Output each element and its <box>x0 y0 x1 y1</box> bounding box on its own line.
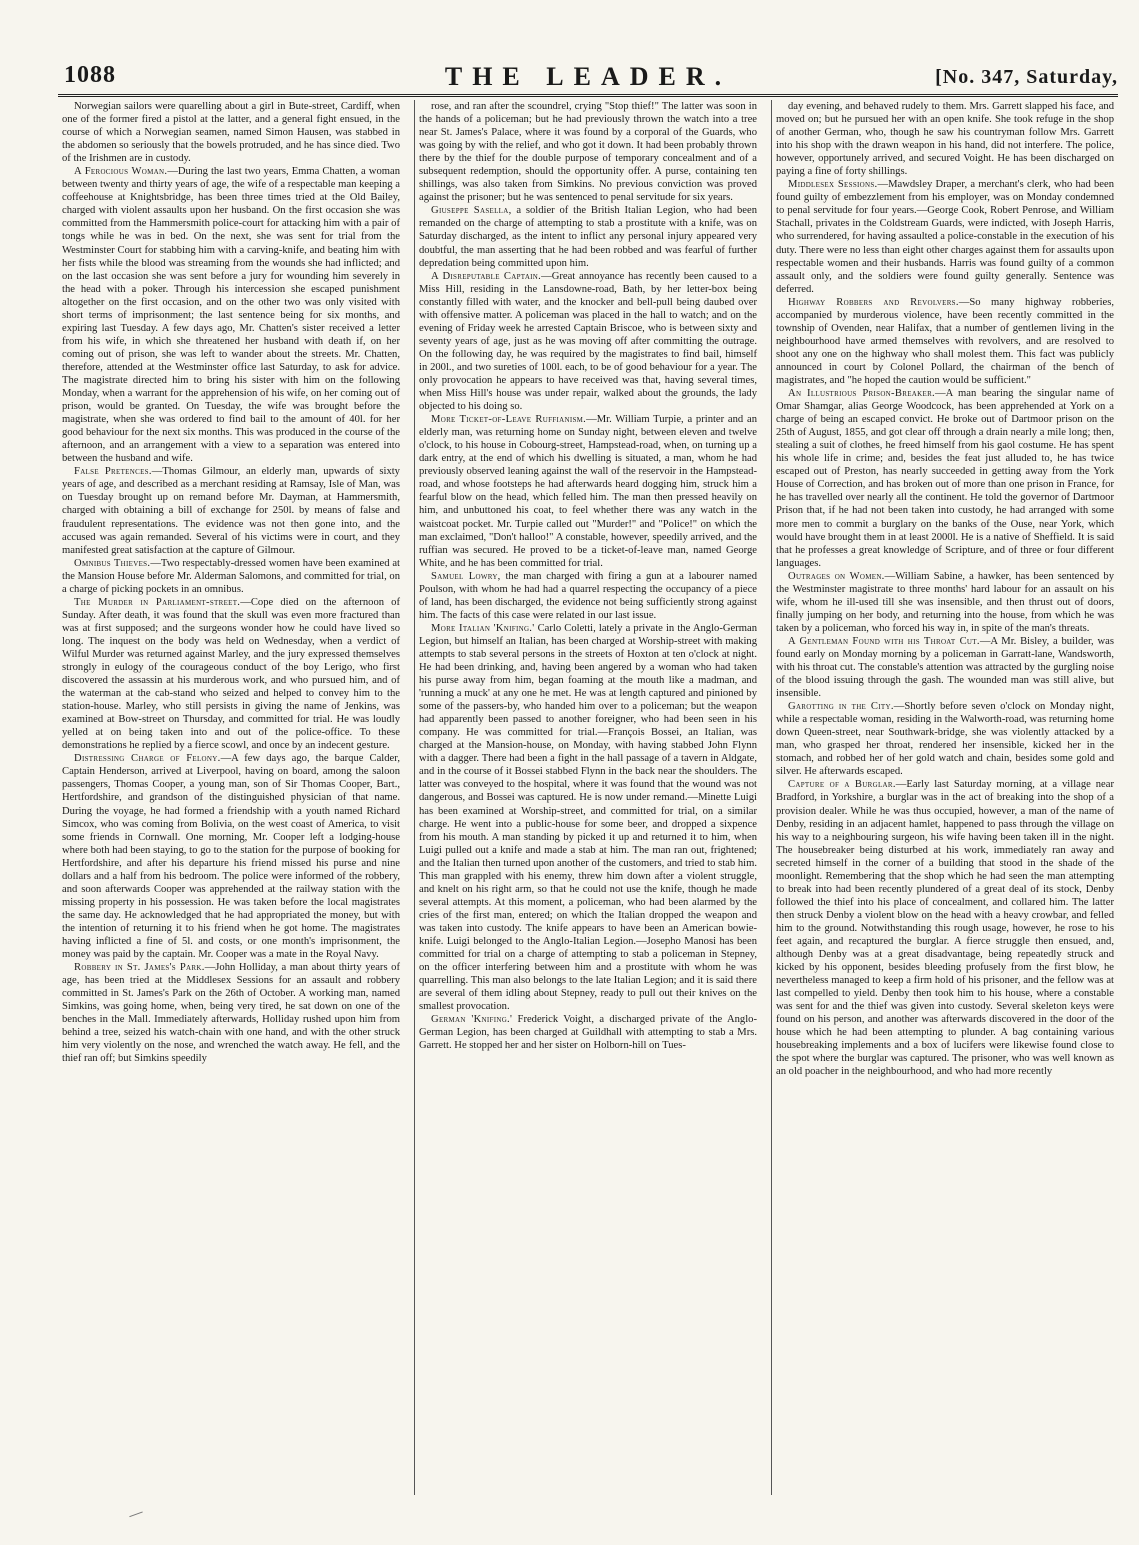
article-heading: Giuseppe Sasella, <box>431 205 512 217</box>
article-paragraph <box>419 622 757 1013</box>
article-heading: Distressing Charge of Felony. <box>74 753 221 765</box>
article-text: A few days ago, the barque Calder, Captain Henderson, arrived at Liverpool, having on board, among the saloon passengers, Thomas Cooper, a young man, son of Sir Thomas Cooper, Bart., Hertfordshire, and grandson of the distinguished physician of that name. During the voyage, he had formed a friendship with a youth named Richard Simcox, who was coming from Bolivia, on the west coast of America, to visit some friends in Cornwall. One morning, Mr. Cooper left a lodging-house where both had been staying, to go to the station for the purpose of booking for Hertfordshire, and after his departure his friend missed his purse and nine dollars and a half from his bedroom. The police were informed of the robbery, and soon afterwards Cooper was apprehended at the railway station with the missing property in his possession. He was taken before the local magistrates the same day. He acknowledged that he had appropriated the money, but with the intention of returning it to his friend when he got home. The magistrates having inflicted a fine of 5l. and costs, or one month's imprisonment, the money was paid by the captain. Mr. Cooper was a mate in the Royal Navy. <box>62 753 400 961</box>
column-2 <box>414 100 761 1495</box>
heading-separator: — <box>958 296 970 308</box>
heading-separator: — <box>586 414 597 426</box>
article-paragraph <box>62 752 400 961</box>
article-text: So many highway robberies, accompanied by murderous violence, have been recently committed in the township of Ovenden, near Halifax, that a number of gentlemen living in the neighbourhood have armed themselves with revolvers, and are resolved to shoot any one on the highway who shall molest them. This fact was publicly announced in court by Colonel Pollard, the chairman of the bench of magistrates, and "he hoped the caution would be sufficient." <box>776 296 1114 386</box>
article-text: the man charged with firing a gun at a labourer named Poulson, with whom he had had a quarrel respecting the occupancy of a piece of land, has been discharged, the evidence not being sufficiently strong against him. The facts of this case were related in our last issue. <box>419 570 757 621</box>
heading-separator: — <box>893 701 905 713</box>
article-paragraph <box>62 596 400 753</box>
article-text: Frederick Voight, a discharged private of the Anglo-German Legion, has been charged at Guildhall with attempting to stab a Mrs. Garrett. He stopped her and her sister on Holborn-hill on Tues- <box>419 1014 757 1052</box>
article-paragraph <box>62 100 400 165</box>
article-text: Mawdsley Draper, a merchant's clerk, who had been found guilty of embezzlement from his employer, was on Monday condemned to penal servitude for four years.—George Cook, Robert Penrose, and William Stachall, privates in the Coldstream Guards, were indicted, with Joseph Harris, who surrendered, for having assaulted a police-constable in the execution of his duty. There were no less than eight other charges against them for assaults upon respectable women and their husbands. Harris was found guilty of a common assault only, and the soldiers were found guilty generally. Sentence was deferred. <box>776 179 1115 295</box>
heading-separator: — <box>151 466 163 478</box>
article-text: Cope died on the afternoon of Sunday. After death, it was found that the skull was even more fractured than was at first supposed; and the surgeons wonder how he could have lived so long. The inquest on the body was held on Wednesday, when a verdict of Wilful Murder was returned against Marley, and the jury expressed themselves strongly in eulogy of the courageous conduct of the boy Lerigo, who first discovered the assassin at his murderous work, and who pursued him, and of the waterman at the cab-stand who seized and helped to convey him to the station-house. Marley, who still persists in giving the name of Jenkins, was examined at Bow-street on Thursday, and committed for trial. He was loudly yelled at on being taken into and out of the police-office. To these demonstrations he replied by a fierce scowl, and once by an indecent gesture. <box>62 596 401 752</box>
heading-separator: — <box>884 570 896 582</box>
article-paragraph <box>419 204 757 269</box>
article-columns <box>58 100 1118 1495</box>
article-heading: Middlesex Sessions. <box>788 179 878 191</box>
article-text: During the last two years, Emma Chatten, a woman between twenty and thirty years of age, the wife of a respectable man keeping a coffeehouse at Knightsbridge, has been three times tried at the Old Bailey, charged with violent assaults upon her husband. On the first occasion she was committed from the Hammersmith police-court for attacking him with a pair of tongs while he was in bed. On the next, she was sent for trial from the Westminster Court for stabbing him with a carving-knife, and beating him with her fists while the blood was streaming from the wounds she had inflicted; and on the last occasion she was sent before a jury for wounding him severely in the head with a poker. Through his intercession she escaped punishment altogether on the first occasion, and on the other two was only visited with short terms of imprisonment; the last sentence being for six months, and expiring last Tuesday. A few days ago, Mr. Chatten's sister received a letter from his wife, in which she threatened her husband with death if, on her coming out of prison, she was left to wander about the streets. Mr. Chatten, therefore, attended at the Westminster office last Saturday, to ask for advice. The magistrate directed him to bring his sister with him on the following Monday, when a warrant for the apprehension of his wife, on her coming out of prison, would be granted. On Tuesday, the wife was brought before the magistrate, when she was ordered to find bail to the amount of 40l. for her good behaviour for the next six months. This was produced in the course of the afternoon, and an arrangement with a view to a separation was entered into between the husband and wife. <box>62 166 400 465</box>
article-paragraph <box>419 100 757 204</box>
article-heading: Samuel Lowry, <box>431 570 501 582</box>
article-text: Early last Saturday morning, at a village near Bradford, in Yorkshire, a burglar was in the act of breaking into the shop of a provision dealer. While he was thus occupied, however, a man of the name of Denby, residing in an adjacent hamlet, happened to pass through the village on his way to a neighbouring surgeon, his wife having been taken ill in the night. The housebreaker being disturbed at his work, immediately ran away and secreted himself in the corner of a building that stood in the shade of the moonlight. Remembering that the shop which he had seen the man attempting to break into had been recently plundered of a great deal of its stock, Denby followed the thief into his place of concealment, and collared him. The latter then struck Denby a violent blow on the head with a heavy crowbar, and felled him to the ground. Notwithstanding this rough usage, however, he rose to his feet again, and recaptured the burglar. A fierce struggle then ensued, and, although Denby was at a great disadvantage, being repeatedly struck and kicked by his opponent, besides bleeding profusely from the first blow, he nevertheless managed to keep a firm hold of his prisoner, and the fellow was at last compelled to yield. Denby then took him to his house, where a constable was sent for and the thief was given into custody. Several skeleton keys were found on his person, and another was afterwards discovered in the door of the house which he had been attempting to plunder. A bag containing various housebreaking implements and a box of lucifers were likewise found close to the spot where the burglar was captured. The prisoner, who was well known as an old poacher in the neighbourhood, and who had more recently <box>776 779 1114 1078</box>
article-paragraph <box>776 178 1114 295</box>
article-heading: Robbery in St. James's Park. <box>74 962 205 974</box>
article-paragraph <box>776 635 1114 700</box>
article-text: rose, and ran after the scoundrel, crying "Stop thief!" The latter was soon in the hands of a policeman; but he had previously thrown the watch into a tree near St. James's Palace, where it was found by a corporal of the Guards, who was going by with the relief, and who got it down. It had been probably thrown there by the thief for the double purpose of temporary concealment and of a subsequent redemption, should the opportunity offer. A purse, containing ten shillings, was also taken from Simkins. No previous conviction was proved against the prisoner; but he was sentenced to penal servitude for six years. <box>419 101 757 204</box>
article-paragraph <box>62 557 400 596</box>
article-heading: Highway Robbers and Revolvers. <box>788 296 959 308</box>
article-heading: The Murder in Parliament-street. <box>74 596 241 608</box>
article-paragraph <box>776 100 1114 178</box>
article-paragraph <box>62 465 400 556</box>
article-heading: More Italian 'Knifing.' <box>431 622 535 634</box>
heading-separator: — <box>204 962 216 974</box>
article-text: Shortly before seven o'clock on Monday night, while a respectable woman, residing in the Walworth-road, was returning home down Queen-street, near Southwark-bridge, she was violently attacked by a man, who grasped her throat, rendered her insensible, kicked her in the stomach, and robbed her of her gold watch and chain, besides some gold and silver. He afterwards escaped. <box>776 701 1114 778</box>
heading-separator: — <box>979 635 991 647</box>
heading-separator: — <box>877 179 889 191</box>
article-paragraph <box>419 1013 757 1052</box>
article-heading: More Ticket-of-Leave Ruffianism. <box>431 414 587 426</box>
article-paragraph <box>776 700 1114 778</box>
masthead <box>58 60 1118 97</box>
article-paragraph <box>419 270 757 414</box>
article-text: day evening, and behaved rudely to them. Mrs. Garrett slapped his face, and moved on; but he pursued her with an open knife. She took refuge in the shop of another German, who, though he saw his countryman follow Mrs. Garrett into his shop with the drawn weapon in his hand, did not interfere. The police, however, opportunely arrived, and secured Voight. He has been discharged on paying a fine of forty shillings. <box>776 101 1114 178</box>
article-paragraph <box>62 165 400 465</box>
article-heading: Capture of a Burglar. <box>788 779 896 791</box>
heading-separator: — <box>541 270 552 282</box>
heading-separator: — <box>240 596 251 608</box>
article-text: A man bearing the singular name of Omar Shamgar, alias George Woodcock, has been apprehended at York on a charge of being an escaped convict. He broke out of Dartmoor prison on the 25th of August, 1855, and got clear off through a drain nearly a mile long; then, stealing a suit of clothes, he freed himself from his gaol costume. He has spent his whole life in crime; and, besides the feat just alluded to, he has twice escaped out of Preston, has nearly succeeded in getting away from the York House of Correction, and has broken out of more than one prison in France, for he has travelled over nearly all the continent. He told the governor of Dartmoor Prison that, if he had not been taken into custody, he had arranged with some more men to commit a burglary on the banks of the Ouse, near York, which would have brought them in at least 2000l. He is a native of Sheffield. It is said that he professes a great knowledge of Scripture, and of three or four different languages. <box>776 388 1114 569</box>
article-text: Thomas Gilmour, an elderly man, upwards of sixty years of age, and described as a merchant residing at Ramsay, Isle of Man, was on Tuesday brought up on remand before Mr. Dayman, at Hammersmith, charged with obtaining a bill of exchange for 250l. by means of false and fraudulent representations. The evidence was not then gone into, and the accused was again remanded. Several of his victims were in court, and they manifested great satisfaction at the capture of Gilmour. <box>62 466 400 556</box>
article-heading: False Pretences. <box>74 466 152 478</box>
column-3 <box>771 100 1118 1495</box>
article-paragraph <box>776 778 1114 1078</box>
column-1 <box>58 100 404 1495</box>
article-heading: Outrages on Women. <box>788 570 885 582</box>
article-text: Mr. William Turpie, a printer and an elderly man, was returning home on Sunday night, between eleven and twelve o'clock, to his house in Cobourg-street, Hampstead-road, when, on turning up a dark entry, at the end of which his dwelling is situated, a man, whom he had previously observed leaning against the wall of the reservoir in the Hampstead-road, and whose footsteps he had afterwards heard dogging him, struck him a fearful blow on the head, which felled him. The man then pressed heavily on him, and unbuttoned his coat, to feel whether there was any watch in the waistcoat pocket. Mr. Turpie called out "Murder!" and "Police!" on which the man exclaimed, "Don't halloo!" A constable, however, speedily arrived, and the ruffian was secured. He proved to be a ticket-of-leave man, named George White, and he has been committed for trial. <box>419 414 757 569</box>
heading-separator: — <box>895 779 907 791</box>
article-text: Carlo Coletti, lately a private in the Anglo-German Legion, but himself an Italian, has been charged at Worship-street with making attempts to stab several persons in the streets of Hoxton at ten o'clock at night. He had been drinking, and, having been angered by a woman who had taken his purse away from him, began foaming at the mouth like a madman, and 'running a muck' at any one he met. He was at length captured and pinioned by some of the passers-by, who handed him over to a policeman; but the weapon had apparently been passed to another foreigner, who had been seen in his company. He was committed for trial.—François Bossei, an Italian, was charged at the Mansion-house, on Monday, with having stabbed John Flynn with a dagger. There had been a fight in the hall passage of a tavern in Aldgate, and in the course of it Bossei stabbed Flynn in the back near the shoulders. The latter was conveyed to the hospital, where it was found that the wound was not dangerous, and Bossei was captured. He is now under remand.—Minette Luigi has been examined at Worship-street, and committed for trial, on a similar charge. He went into a public-house for some beer, and dropped a sixpence from his mouth. A man standing by picked it up and returned it to him, when Luigi pulled out a knife and made a stab at him. The man ran out, frightened; and the Italian then turned upon another of the customers, and tried to stab him. This man grappled with his enemy, threw him down after a violent struggle, and knelt on his right arm, so that he could not use the knife, though he made several attempts. At this moment, a policeman, who had been alarmed by the cries of the first man, entered; on which the Italian dropped the weapon and was taken into custody. The knife appears to have been an American bowie-knife. Luigi belonged to the Anglo-Italian Legion.—Josepho Manosi has been committed for trial on a charge of attempting to stab a policeman in Stepney, on the officer interfering between him and a prostitute with whom he was quarrelling. This man also belongs to the late Italian Legion; and it is said there are several of them idling about Stepney, ready to pull out their knives on the smallest provocation. <box>419 622 757 1013</box>
article-heading: A Gentleman Found with his Throat Cut. <box>788 635 980 647</box>
article-text: William Sabine, a hawker, has been sentenced by the Westminster magistrate to three months' hard labour for an assault on his wife, whom he ill-used till she was insensible, and then thrust out of doors, finally jumping on her body, and returning into the house, from which he was taken by a policeman, who forced his way in, in spite of the man's threats. <box>776 570 1115 634</box>
article-text: a soldier of the British Italian Legion, who had been remanded on the charge of attempting to stab a prostitute with a knife, was on Saturday discharged, as the intent to inflict any personal injury appeared very doubtful, the man asserting that he had been robbed and was fearful of further depredation being committed upon him. <box>419 205 757 269</box>
article-text: Great annoyance has recently been caused to a Miss Hill, residing in the Lansdowne-road, Bath, by her letter-box being constantly filled with water, and the knocker and bell-pull being daubed over with offensive matter. A policeman was placed in the hall to watch; and on the evening of Friday week he arrested Captain Briscoe, who is between sixty and seventy years of age, just as he was moving off after committing the outrage. On the following day, he was required by the magistrates to find bail, himself in 200l., and two sureties of 100l. each, to be of good behaviour for a year. The only provocation he appears to have received was that, having several times, when Miss Hill's house was under repair, walked about the grounds, the lady objected to his doing so. <box>419 270 757 413</box>
article-heading: Omnibus Thieves. <box>74 557 151 569</box>
newspaper-title: THE LEADER. <box>444 62 732 91</box>
article-paragraph <box>776 296 1114 387</box>
heading-separator: — <box>167 166 178 178</box>
article-text: John Holliday, a man about thirty years of age, has been tried at the Middlesex Sessions for an assault and robbery committed in St. James's Park on the 26th of October. A working man, named Simkins, was going home, when, being very tired, he sat down on one of the benches in the Mall. Immediately afterwards, Holliday rushed upon him from behind a tree, seized his watch-chain with one hand, and with the other struck him very violently on the nose, and wrenched the watch away. He fell, and the thief ran off; but Simkins speedily <box>62 962 400 1065</box>
heading-separator: — <box>220 753 232 765</box>
article-heading: An Illustrious Prison-Breaker. <box>788 388 935 400</box>
heading-separator: — <box>150 557 161 569</box>
page-number: 1088 <box>64 62 116 88</box>
article-paragraph <box>776 387 1114 570</box>
article-paragraph <box>62 961 400 1065</box>
article-text: Norwegian sailors were quarelling about a girl in Bute-street, Cardiff, when one of the former fired a pistol at the latter, and a general fight ensued, in the course of which a Norwegian seamen, named Simon Hausen, was stabbed in the abdomen so seriously that the bowels protruded, and he has since died. Two of the Irishmen are in custody. <box>62 101 400 165</box>
issue-label: [No. 347, Saturday, <box>935 66 1118 88</box>
heading-separator: — <box>934 388 946 400</box>
article-paragraph <box>776 570 1114 635</box>
article-text: A Mr. Bisley, a builder, was found early on Monday morning by a policeman in Garratt-lane, Wandsworth, with his throat cut. The constable's attention was attracted by the gurgling noise of the blood issuing through the gash. The wounded man was still alive, but insensible. <box>776 635 1114 700</box>
article-paragraph <box>419 413 757 570</box>
article-paragraph <box>419 570 757 622</box>
article-text: Two respectably-dressed women have been examined at the Mansion House before Mr. Alderman Salomons, and committed for trial, on a charge of picking pockets in an omnibus. <box>62 557 400 595</box>
article-heading: A Disreputable Captain. <box>431 270 542 282</box>
article-heading: German 'Knifing.' <box>431 1014 513 1026</box>
article-heading: A Ferocious Woman. <box>74 166 168 178</box>
article-heading: Garotting in the City. <box>788 701 894 713</box>
page-smudge <box>127 1506 143 1517</box>
